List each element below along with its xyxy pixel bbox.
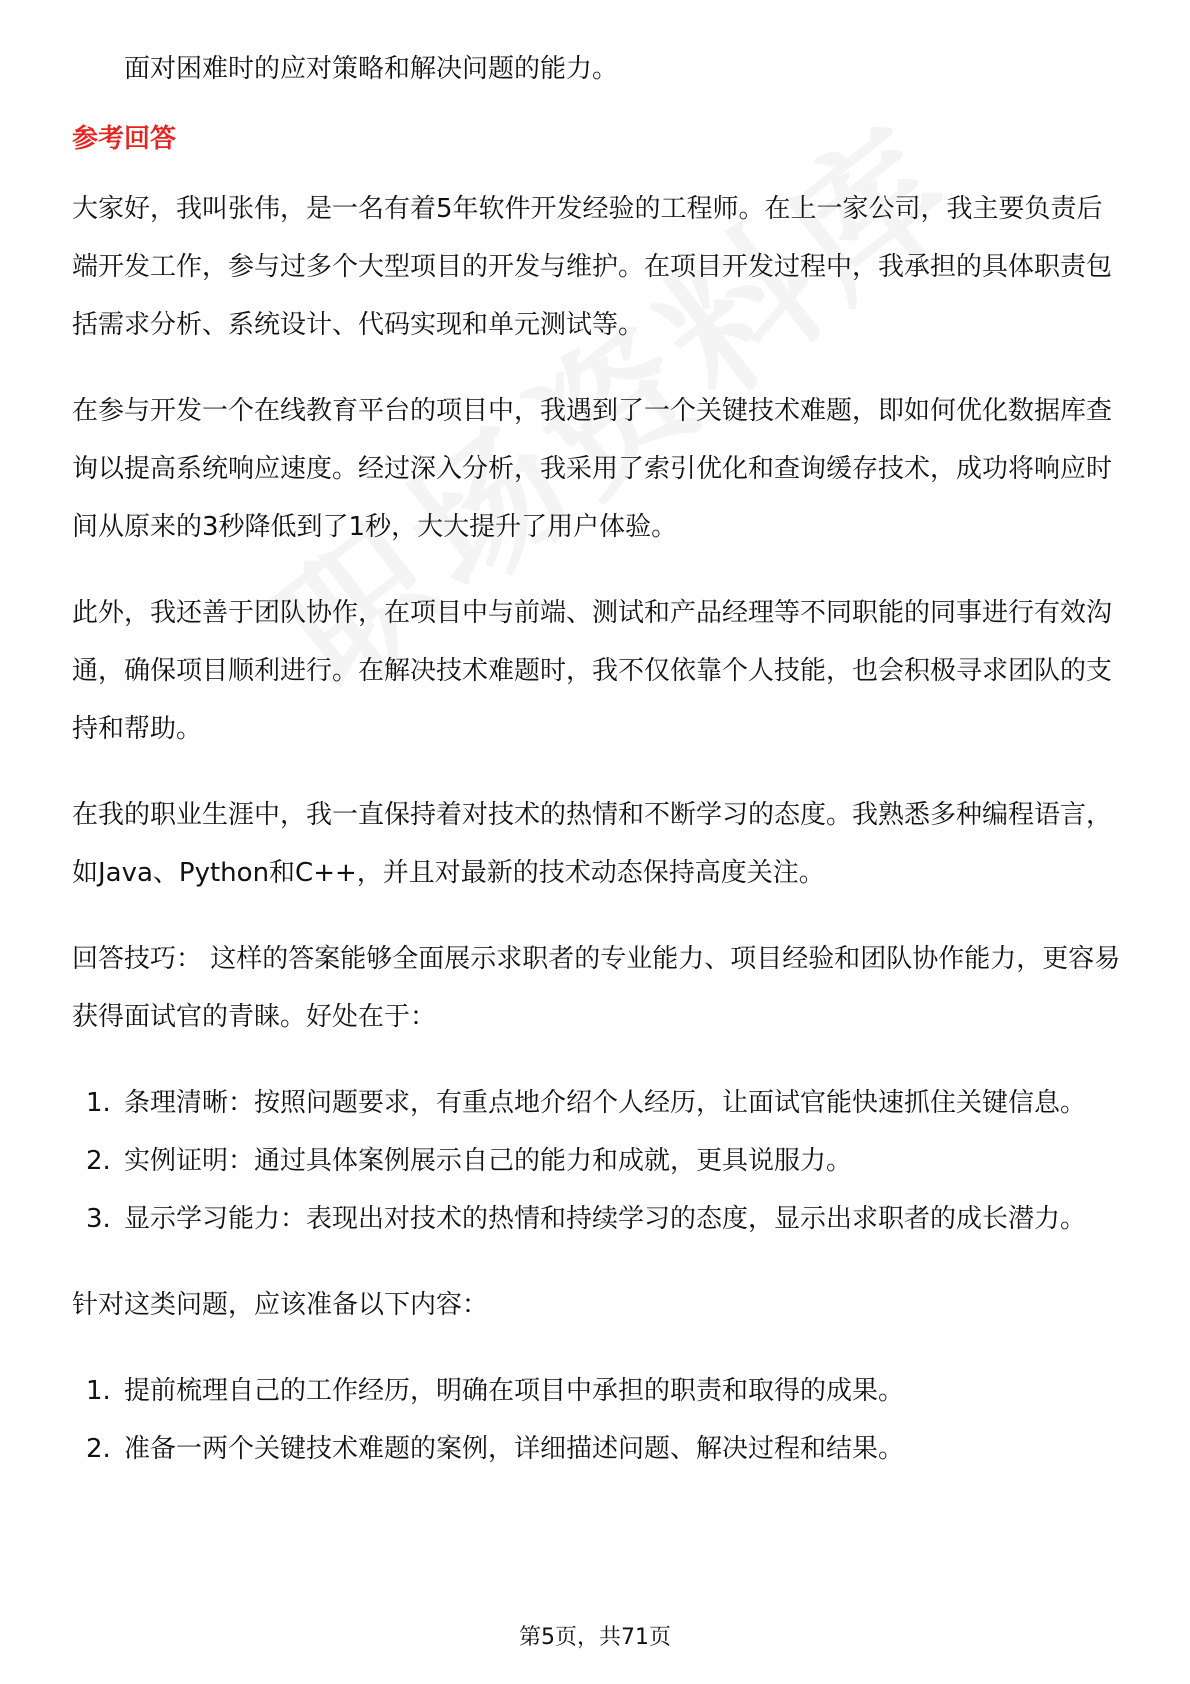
paragraph: 在我的职业生涯中，我一直保持着对技术的热情和不断学习的态度。我熟悉多种编程语言，如Java、Python和C++，并且对最新的技术动态保持高度关注。 [72,800,1113,888]
list-item [72,1420,1122,1478]
list-item [72,1074,1122,1132]
paragraph: 此外，我还善于团队协作，在项目中与前端、测试和产品经理等不同职能的同事进行有效沟通，确保项目顺利进行。在解决技术难题时，我不仅依靠个人技能，也会积极寻求团队的支持和帮助。 [72,598,1113,744]
intro-line: 面对困难时的应对策略和解决问题的能力。 [124,54,619,84]
list-item-text: 提前梳理自己的工作经历，明确在项目中承担的职责和取得的成果。 [124,1376,905,1406]
list-item [72,1132,1122,1190]
list-item [72,1190,1122,1248]
page-content [72,40,1122,1506]
list-item-text: 显示学习能力：表现出对技术的热情和持续学习的态度，显示出求职者的成长潜力。 [124,1204,1087,1234]
list-item [72,1362,1122,1420]
section-heading-reference-answer: 参考回答 [72,124,177,154]
prep-list [72,1362,1122,1478]
prep-intro: 针对这类问题，应该准备以下内容： [72,1290,489,1320]
tips-list [72,1074,1122,1248]
list-item-number: 2. [86,1146,111,1176]
page-footer: 第5页，共71页 [519,1625,671,1650]
list-item-number: 3. [86,1204,111,1234]
list-item-text: 条理清晰：按照问题要求，有重点地介绍个人经历，让面试官能快速抓住关键信息。 [124,1088,1087,1118]
paragraph: 在参与开发一个在线教育平台的项目中，我遇到了一个关键技术难题，即如何优化数据库查询以提高系统响应速度。经过深入分析，我采用了索引优化和查询缓存技术，成功将响应时间从原来的3秒降低到了1秒，大大提升了用户体验。 [72,396,1113,542]
list-item-number: 1. [86,1088,111,1118]
paragraph-answer-tips: 回答技巧： 这样的答案能够全面展示求职者的专业能力、项目经验和团队协作能力，更容易获得面试官的青睐。好处在于： [72,944,1121,1032]
list-item-number: 1. [86,1376,111,1406]
list-item-text: 准备一两个关键技术难题的案例，详细描述问题、解决过程和结果。 [124,1434,905,1464]
list-item-number: 2. [86,1434,111,1464]
paragraph: 大家好，我叫张伟，是一名有着5年软件开发经验的工程师。在上一家公司，我主要负责后端开发工作，参与过多个大型项目的开发与维护。在项目开发过程中，我承担的具体职责包括需求分析、系统设计、代码实现和单元测试等。 [72,194,1113,340]
list-item-text: 实例证明：通过具体案例展示自己的能力和成就，更具说服力。 [124,1146,853,1176]
